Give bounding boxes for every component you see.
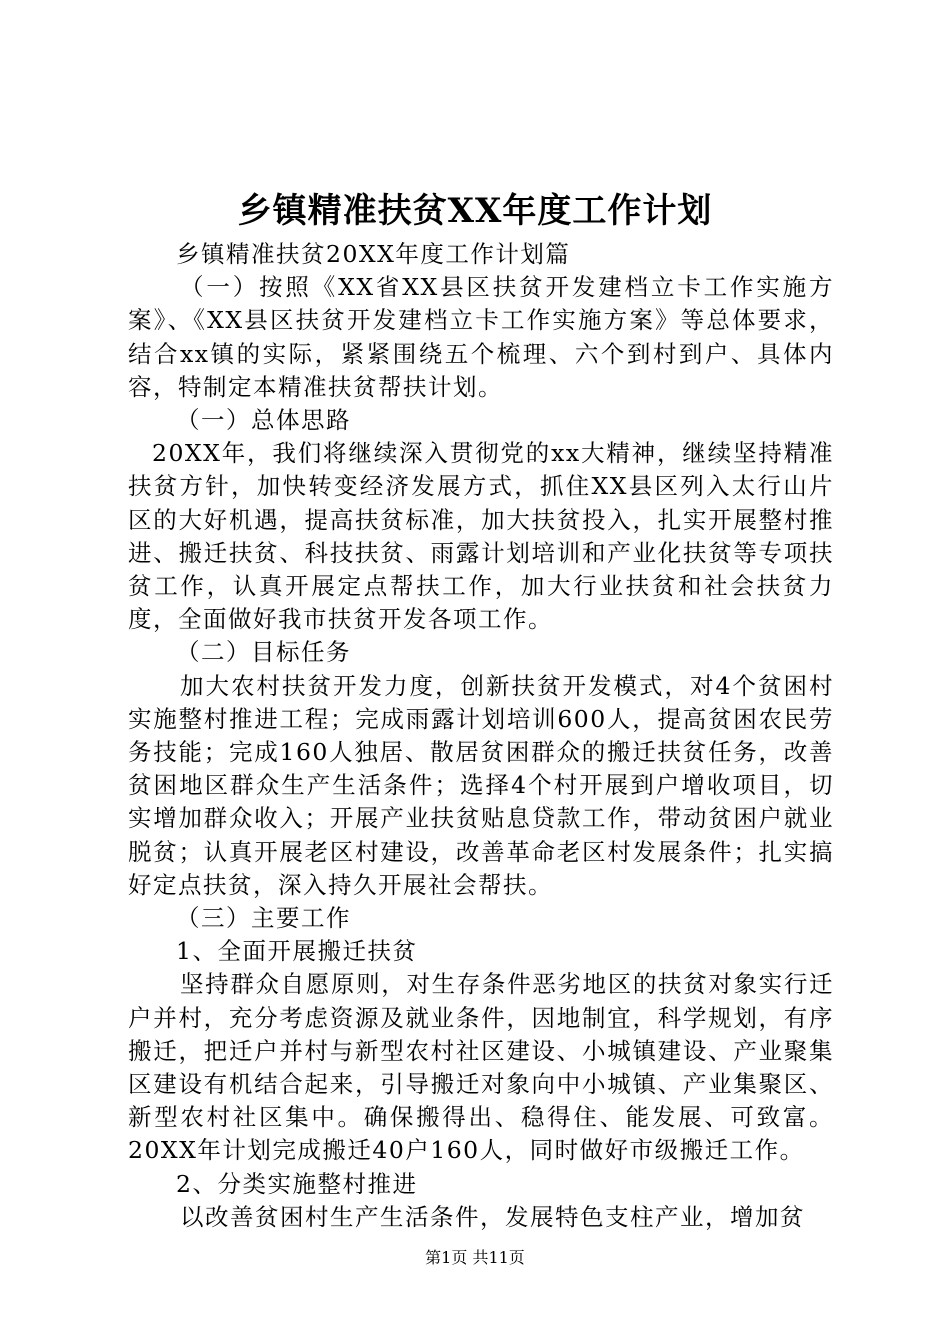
section-heading-main-work: （三）主要工作	[176, 904, 351, 933]
document-body	[128, 238, 834, 1234]
item-body-relocation: 坚持群众自愿原则，对生存条件恶劣地区的扶贫对象实行迁户并村，充分考虑资源及就业条件，因地制宜，科学规划，有序搬迁，把迁户并村与新型农村社区建设、小城镇建设、产业聚集区建设有机结合起来，引导搬迁对象向中小城镇、产业集聚区、新型农村社区集中。确保搬得出、稳得住、能发展、可致富。20XX年计划完成搬迁40户160人，同时做好市级搬迁工作。	[128, 970, 834, 1165]
section-heading-goals: （二）目标任务	[176, 638, 351, 667]
item-body-village-advance: 以改善贫困村生产生活条件，发展特色支柱产业，增加贫	[180, 1202, 805, 1231]
item-heading-village-advance: 2、分类实施整村推进	[176, 1169, 418, 1198]
document-title: 乡镇精准扶贫XX年度工作计划	[237, 191, 713, 231]
section-body-overall: 20XX年，我们将继续深入贯彻党的xx大精神，继续坚持精准扶贫方针，加快转变经济发展方式，抓住XX县区列入太行山片区的大好机遇，提高扶贫标准，加大扶贫投入，扎实开展整村推进、搬迁扶贫、科技扶贫、雨露计划培训和产业化扶贫等专项扶贫工作，认真开展定点帮扶工作，加大行业扶贫和社会扶贫力度，全面做好我市扶贫开发各项工作。	[128, 439, 834, 634]
document-subtitle: 乡镇精准扶贫20XX年度工作计划篇	[176, 240, 571, 268]
section-heading-overall: （一）总体思路	[176, 406, 351, 435]
item-heading-relocation: 1、全面开展搬迁扶贫	[176, 937, 418, 966]
intro-paragraph: （一）按照《XX省XX县区扶贫开发建档立卡工作实施方案》、《XX县区扶贫开发建档立卡工作实施方案》等总体要求，结合xx镇的实际，紧紧围绕五个梳理、六个到村到户、具体内容，特制定本精准扶贫帮扶计划。	[128, 273, 834, 401]
page-number-footer: 第1页 共11页	[425, 1248, 525, 1267]
section-body-goals: 加大农村扶贫开发力度，创新扶贫开发模式，对4个贫困村实施整村推进工程；完成雨露计划培训600人，提高贫困农民劳务技能；完成160人独居、散居贫困群众的搬迁扶贫任务，改善贫困地区群众生产生活条件；选择4个村开展到户增收项目，切实增加群众收入；开展产业扶贫贴息贷款工作，带动贫困户就业脱贫；认真开展老区村建设，改善革命老区村发展条件；扎实搞好定点扶贫，深入持久开展社会帮扶。	[128, 671, 834, 899]
